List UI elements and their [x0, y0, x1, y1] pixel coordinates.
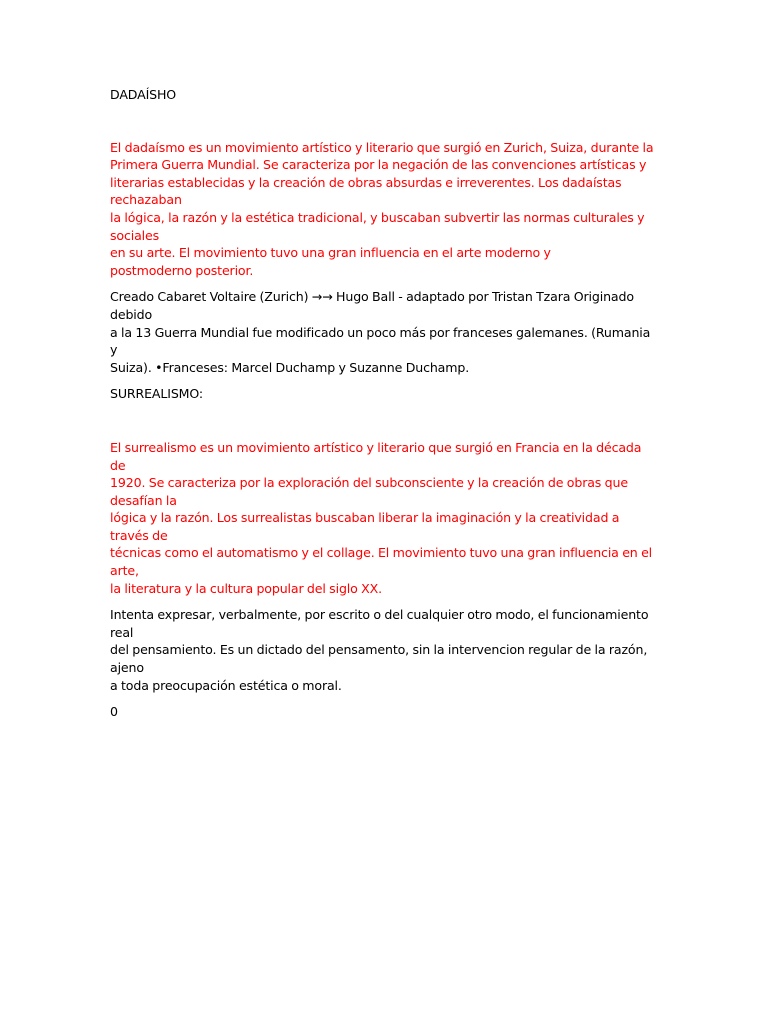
- dadaismo-notes: Creado Cabaret Voltaire (Zurich) →→ Hugo Ball - adaptado por Tristan Tzara Originado debido a la 13 Guerra Mundial fue modificado un poco más por franceses galemanes. (Rumania y Suiza). •Franceses: Marcel Duchamp y Suzanne Duchamp.: [110, 289, 651, 375]
- surrealismo-notes: Intenta expresar, verbalmente, por escrito o del cualquier otro modo, el funcionamiento real del pensamiento. Es un dictado del pensamento, sin la intervencion regular de la razón, ajeno a toda preocupación estética o moral.: [110, 607, 649, 693]
- heading-surrealismo: SURREALISMO:: [110, 386, 204, 402]
- surrealismo-paragraph: El surrealismo es un movimiento artístico y literario que surgió en Francia en la década de 1920. Se caracteriza por la exploración del subconsciente y la creación de obras que desafían la lógica y la razón. Los surrealistas buscaban liberar la imaginación y la creatividad a través de técnicas como el automatismo y el collage. El movimiento tuvo una gran influencia en el arte, la literatura y la cultura popular del siglo XX.: [110, 439, 653, 596]
- document-page: [110, 86, 660, 721]
- trailing-text: 0: [110, 704, 118, 720]
- heading-dadaismo: DADAÍSHO: [110, 87, 177, 102]
- dadaismo-paragraph: El dadaísmo es un movimiento artístico y literario que surgió en Zurich, Suiza, durante la Primera Guerra Mundial. Se caracteriza por la negación de las convenciones artísticas y literarias establecidas y la creación de obras absurdas e irreverentes. Los dadaístas rechazaban la lógica, la razón y la estética tradicional, y buscaban subvertir las normas culturales y sociales en su arte. El movimiento tuvo una gran influencia en el arte moderno y postmoderno posterior.: [110, 139, 654, 278]
